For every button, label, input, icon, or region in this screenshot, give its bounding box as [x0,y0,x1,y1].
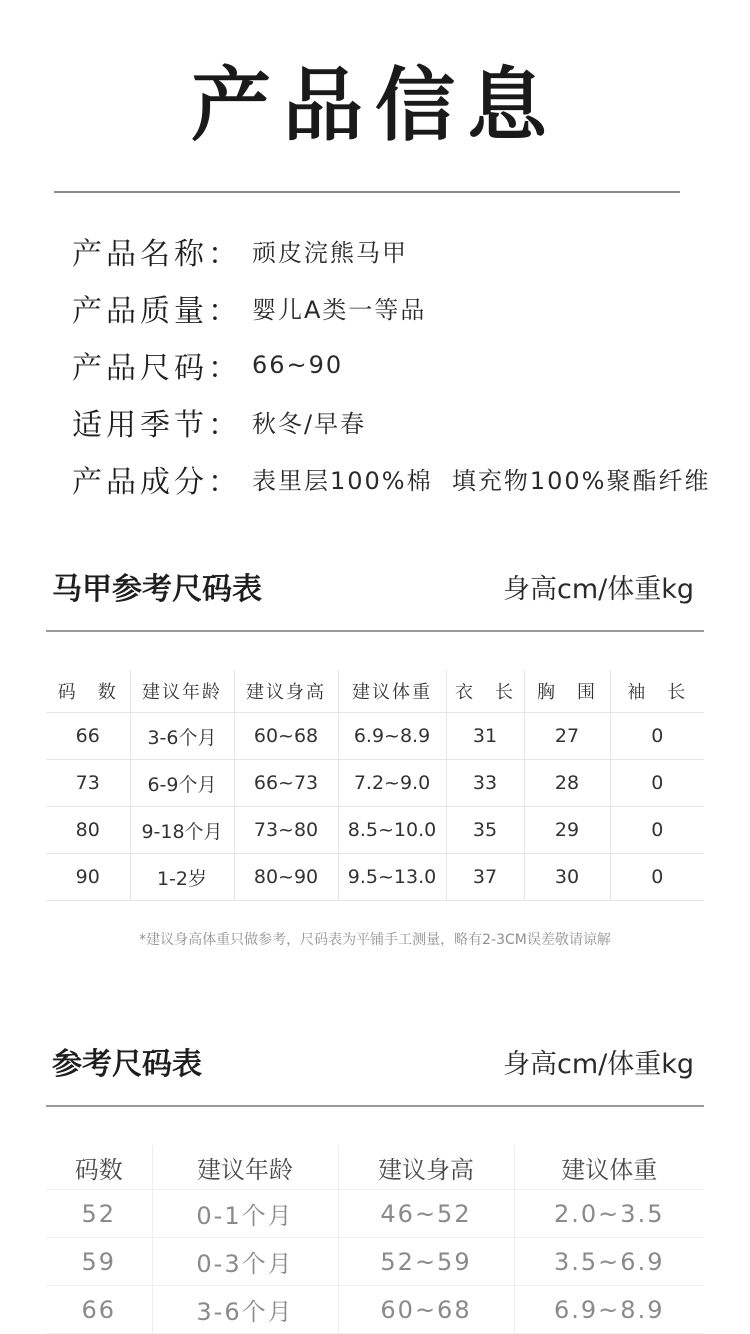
table-row [46,854,704,901]
info-value: 顽皮浣熊马甲 [252,239,408,267]
table-header-row [46,1145,704,1190]
table-row [46,760,704,807]
column-header: 袖 长 [610,670,704,713]
table-cell: 6.9~8.9 [514,1286,704,1334]
info-row-material [72,450,732,507]
table-cell: 9-18个月 [130,807,234,854]
vest-section-rule [46,630,704,632]
table-cell: 52 [46,1190,152,1238]
info-value: 婴儿A类一等品 [252,296,427,324]
vest-size-chart-unit: 身高cm/体重kg [502,574,694,605]
table-cell: 27 [524,713,610,760]
table-cell: 0-1个月 [152,1190,338,1238]
title-divider [54,191,680,193]
table-cell: 30 [524,854,610,901]
table-cell: 73 [46,760,130,807]
table-cell: 7.2~9.0 [338,760,446,807]
table-cell: 6-9个月 [130,760,234,807]
table-cell: 80~90 [234,854,338,901]
table-cell: 90 [46,854,130,901]
table-cell: 80 [46,807,130,854]
info-value: 秋冬/早春 [252,410,367,438]
info-row-name [72,222,732,279]
table-cell: 2.0~3.5 [514,1190,704,1238]
table-cell: 0-3个月 [152,1238,338,1286]
table-cell: 29 [524,807,610,854]
size-note: *建议身高体重只做参考，尺码表为平铺手工测量，略有2-3CM误差敬请谅解 [139,932,611,948]
table-cell: 0 [610,807,704,854]
table-header-row [46,670,704,713]
column-header: 建议身高 [234,670,338,713]
table-cell: 37 [446,854,524,901]
table-cell: 66~73 [234,760,338,807]
column-header: 码数 [46,1145,152,1190]
table-row [46,1286,704,1334]
table-cell: 1-2岁 [130,854,234,901]
info-label: 产品尺码： [72,350,242,386]
table-cell: 28 [524,760,610,807]
table-cell: 0 [610,713,704,760]
table-cell: 31 [446,713,524,760]
column-header: 建议年龄 [130,670,234,713]
table-cell: 6.9~8.9 [338,713,446,760]
table-cell: 8.5~10.0 [338,807,446,854]
table-cell: 3-6个月 [130,713,234,760]
product-info-list [72,222,732,507]
info-value: 66~90 [252,350,344,379]
table-row [46,807,704,854]
ref-size-chart-unit: 身高cm/体重kg [502,1049,694,1080]
table-cell: 0 [610,760,704,807]
info-label: 产品成分： [72,464,242,500]
table-row [46,1190,704,1238]
table-cell: 46~52 [338,1190,514,1238]
column-header: 建议身高 [338,1145,514,1190]
table-cell: 66 [46,713,130,760]
column-header: 建议体重 [514,1145,704,1190]
info-label: 适用季节： [72,407,242,443]
info-row-size [72,336,732,393]
table-cell: 60~68 [234,713,338,760]
table-cell: 66 [46,1286,152,1334]
ref-size-chart-title: 参考尺码表 [52,1047,202,1082]
table-row [46,1238,704,1286]
column-header: 码 数 [46,670,130,713]
table-cell: 60~68 [338,1286,514,1334]
table-row [46,713,704,760]
table-cell: 9.5~13.0 [338,854,446,901]
ref-section-rule [46,1105,704,1107]
table-cell: 3-6个月 [152,1286,338,1334]
column-header: 胸 围 [524,670,610,713]
column-header: 建议年龄 [152,1145,338,1190]
table-cell: 35 [446,807,524,854]
vest-size-table [46,670,704,901]
column-header: 建议体重 [338,670,446,713]
table-cell: 52~59 [338,1238,514,1286]
table-cell: 0 [610,854,704,901]
vest-size-chart-title: 马甲参考尺码表 [52,572,262,607]
table-cell: 3.5~6.9 [514,1238,704,1286]
table-cell: 33 [446,760,524,807]
info-value: 表里层100%棉 填充物100%聚酯纤维 [252,467,711,495]
info-row-quality [72,279,732,336]
info-label: 产品质量： [72,293,242,329]
info-label: 产品名称： [72,236,242,272]
ref-size-table [46,1145,704,1334]
page-title: 产品信息 [191,59,559,152]
info-row-season [72,393,732,450]
table-cell: 59 [46,1238,152,1286]
table-cell: 73~80 [234,807,338,854]
column-header: 衣 长 [446,670,524,713]
